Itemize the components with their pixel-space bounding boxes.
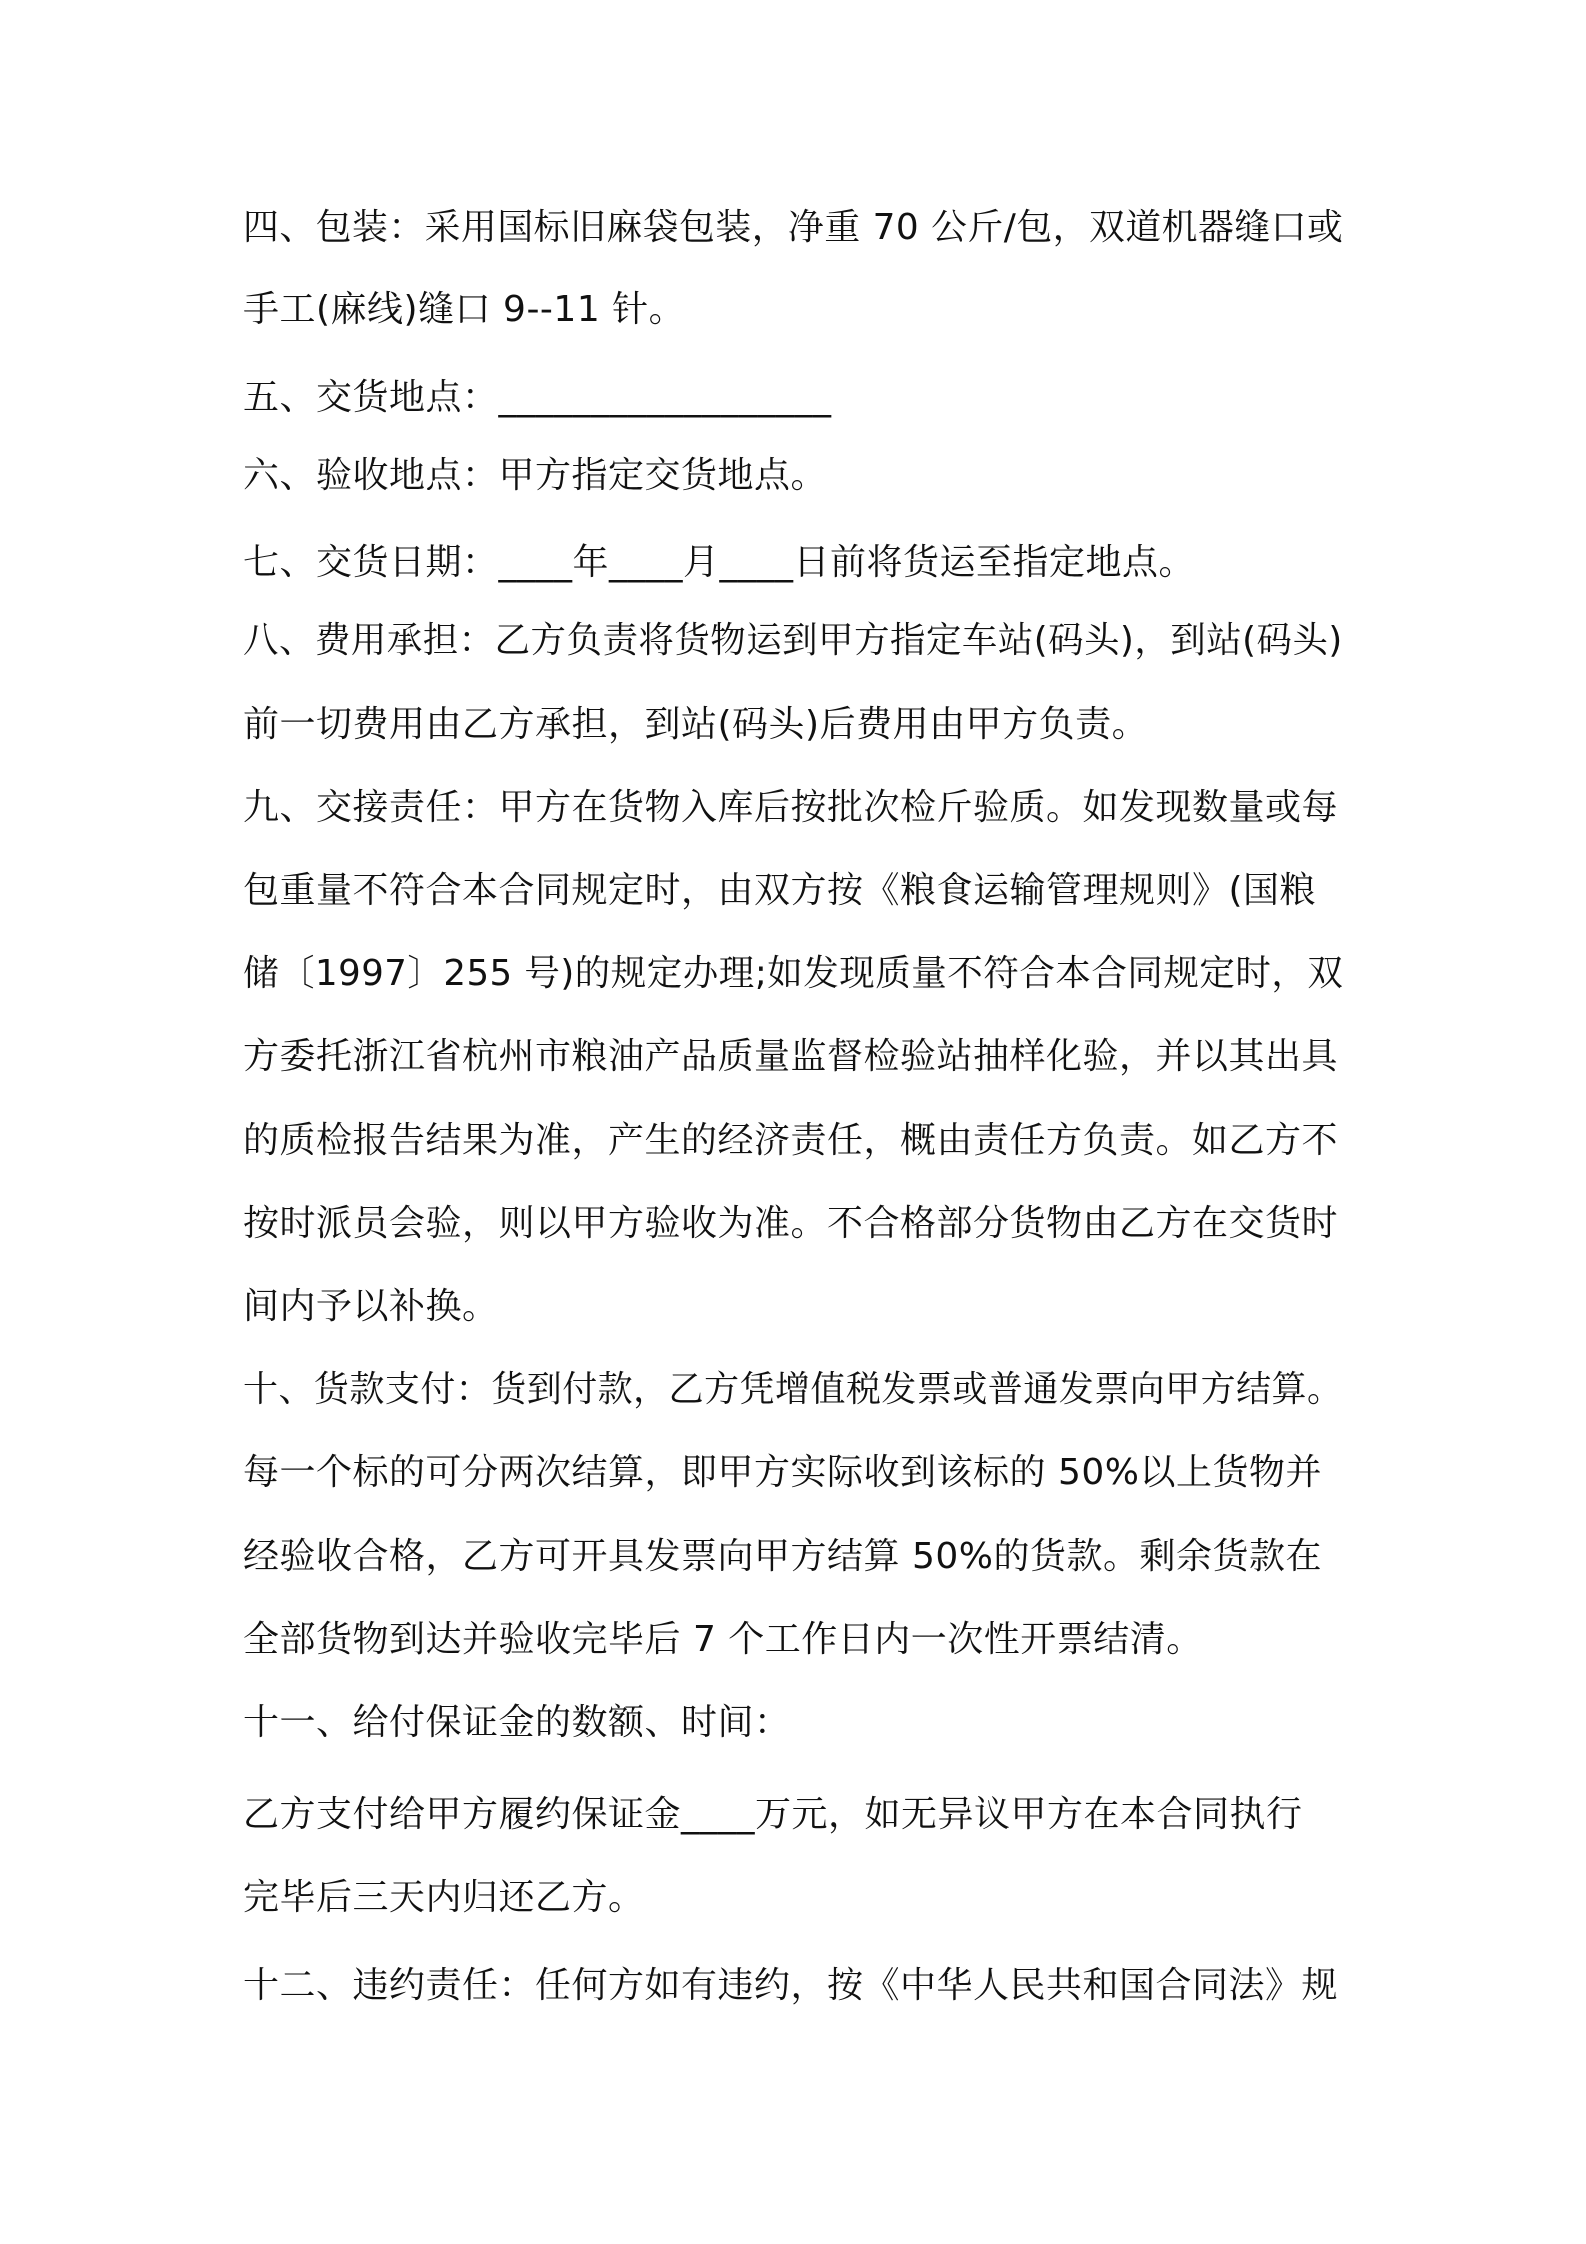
text-line: 七、交货日期：____年____月____日前将货运至指定地点。	[243, 542, 1196, 583]
text-line: 十一、给付保证金的数额、时间：	[243, 1702, 791, 1743]
text-line: 五、交货地点：__________________	[243, 377, 832, 418]
text-line: 九、交接责任：甲方在货物入库后按批次检斤验质。如发现数量或每	[243, 787, 1339, 828]
text-line: 储〔1997〕255 号)的规定办理;如发现质量不符合本合同规定时，双	[243, 953, 1344, 994]
text-line: 十二、违约责任：任何方如有违约，按《中华人民共和国合同法》规	[243, 1965, 1339, 2006]
text-line: 四、包装：采用国标旧麻袋包装，净重 70 公斤/包，双道机器缝口或	[243, 207, 1344, 248]
text-line: 每一个标的可分两次结算，即甲方实际收到该标的 50%以上货物并	[243, 1452, 1322, 1493]
text-line: 乙方支付给甲方履约保证金____万元，如无异议甲方在本合同执行	[243, 1794, 1303, 1835]
text-line: 方委托浙江省杭州市粮油产品质量监督检验站抽样化验，并以其出具	[243, 1036, 1339, 1077]
text-line: 十、货款支付：货到付款，乙方凭增值税发票或普通发票向甲方结算。	[243, 1369, 1343, 1410]
text-line: 按时派员会验，则以甲方验收为准。不合格部分货物由乙方在交货时	[243, 1203, 1339, 1244]
text-line: 手工(麻线)缝口 9--11 针。	[243, 289, 686, 330]
text-line: 六、验收地点：甲方指定交货地点。	[243, 455, 828, 496]
text-line: 经验收合格，乙方可开具发票向甲方结算 50%的货款。剩余货款在	[243, 1536, 1322, 1577]
text-line: 全部货物到达并验收完毕后 7 个工作日内一次性开票结清。	[243, 1619, 1203, 1660]
text-line: 八、费用承担：乙方负责将货物运到甲方指定车站(码头)，到站(码头)	[243, 620, 1343, 661]
text-line: 前一切费用由乙方承担，到站(码头)后费用由甲方负责。	[243, 704, 1149, 745]
text-line: 包重量不符合本合同规定时，由双方按《粮食运输管理规则》(国粮	[243, 870, 1317, 911]
text-line: 完毕后三天内归还乙方。	[243, 1877, 645, 1918]
text-line: 的质检报告结果为准，产生的经济责任，概由责任方负责。如乙方不	[243, 1120, 1339, 1161]
text-line: 间内予以补换。	[243, 1286, 499, 1327]
